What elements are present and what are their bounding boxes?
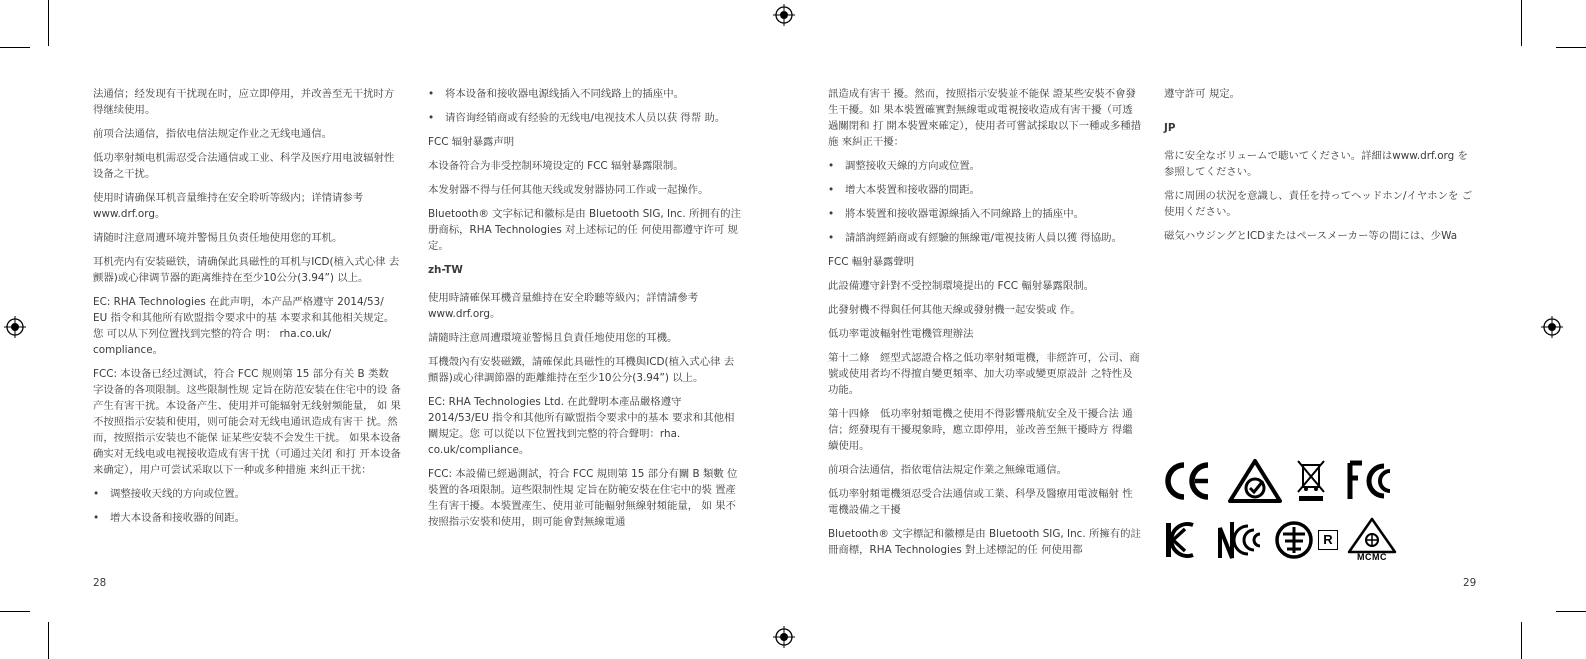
paragraph: 遵守許可 規定。 xyxy=(1164,88,1241,100)
crop-mark xyxy=(1521,622,1522,659)
anatel-mark-icon xyxy=(1214,518,1264,562)
bullet-list xyxy=(828,158,1142,246)
crop-mark xyxy=(1556,611,1586,612)
paragraph: 常に周囲の状況を意識し、責任を持ってヘッドホン/イヤホンを ご使用ください。 xyxy=(1164,190,1473,218)
paragraph: 请随时注意周遭环境并警惕且负责任地使用您的耳机。 xyxy=(93,232,343,244)
rcm-mark-icon xyxy=(1227,458,1283,504)
paragraph: 第十四條 低功率射頻電機之使用不得影響飛航安全及干擾合法 通信；經發現有干擾現象時，應立即停用，並改善至無干擾時方 得繼續使用。 xyxy=(828,408,1133,452)
paragraph: 耳机壳内有安装磁铁，请确保此具磁性的耳机与ICD(植入式心律 去颤器)或心律调节器的距离维持在至少10公分(3.94”) 以上。 xyxy=(93,256,400,284)
paragraph: 前項合法通信，指依電信法規定作業之無線電通信。 xyxy=(828,464,1067,476)
paragraph: 本设备符合为非受控制环境设定的 FCC 辐射暴露限制。 xyxy=(428,160,684,172)
list-item: • 将本设备和接收器电源线插入不同线路上的插座中。 xyxy=(428,86,742,102)
paragraph: 此發射機不得與任何其他天線或發射機一起安裝或 作。 xyxy=(828,304,1081,316)
left-page-column-2 xyxy=(428,86,742,538)
paragraph: 請隨時注意周遭環境並警惕且負責任地使用您的耳機。 xyxy=(428,332,678,344)
page-number: 29 xyxy=(1463,577,1477,589)
paragraph: 磁気ハウジングとICDまたはペースメーカー等の間には、少Wa xyxy=(1164,230,1458,242)
paragraph: 訊造成有害干 擾。然而，按照指示安裝並不能保 證某些安裝不會發生干擾。如 果本裝置確實對無線電或電視接收造成有害干擾（可透過關閉和 打 開本裝置來確定），使用者可嘗試採取以下一種或多種措施 來糾正干擾： xyxy=(828,88,1142,148)
crop-mark xyxy=(48,622,49,659)
weee-bin-icon xyxy=(1296,459,1326,503)
paragraph: 法通信；经发现有干扰现在时，应立即停用，并改善至无干扰时方得继续使用。 xyxy=(93,88,395,116)
paragraph: FCC: 本设备已经过测试，符合 FCC 规则第 15 部分有关 B 类数 字设备的各项限制。这些限制性规 定旨在防范安装在住宅中的设 备产生有害干扰。本设备产生、使用并可能辐射无线射频能量， 如 果不按照指示安装和使用，则可能会对无线电通讯造成有害干 扰。然而，按照指示安装也不能保 证某些安装不会发生干扰。 如果本设备确实对无线电或电视接收造成有害干扰（可通过关闭 和打 开本设备来确定），用户可尝试采取以下一种或多种措施 来纠正干扰： xyxy=(93,368,401,476)
paragraph: FCC 輻射暴露聲明 xyxy=(828,256,915,268)
kc-mark-icon xyxy=(1163,519,1197,561)
paragraph: 低功率電波輻射性電機管理辦法 xyxy=(828,328,974,340)
paragraph: Bluetooth® 文字標記和徽標是由 Bluetooth SIG, Inc. 所擁有的註 冊商標，RHA Technologies 對上述標記的任 何使用都 xyxy=(828,528,1141,556)
mcmc-mark-icon xyxy=(1346,516,1398,554)
crop-mark xyxy=(0,47,30,48)
left-page-column-1 xyxy=(93,86,401,534)
right-page-column-2 xyxy=(1164,86,1476,252)
page-number: 28 xyxy=(93,577,107,589)
registration-mark-icon xyxy=(773,626,795,648)
paragraph: 低功率射頻電機須忍受合法通信或工業、科學及醫療用電波輻射 性電機設備之干擾 xyxy=(828,488,1133,516)
telec-mark-icon xyxy=(1274,519,1314,561)
list-item: • 调整接收天线的方向或位置。 xyxy=(93,486,401,502)
paragraph: FCC 辐射暴露声明 xyxy=(428,136,515,148)
paragraph: 此設備遵守針對不受控制環境提出的 FCC 輻射暴露限制。 xyxy=(828,280,1095,292)
paragraph: 耳機殼內有安裝磁鐵，請確保此具磁性的耳機與ICD(植入式心律 去顫器)或心律調節器的距離維持在至少10公分(3.94”) 以上。 xyxy=(428,356,735,384)
paragraph: FCC: 本設備已經過測試，符合 FCC 規則第 15 部分有關 B 類數 位裝置的各項限制。這些限制性規 定旨在防範安裝在住宅中的裝 置產生有害干擾。本裝置產生、使用並可能輻射無線射頻能量， 如 果不按照指示安裝和使用，則可能會對無線電通 xyxy=(428,468,738,528)
fcc-mark-icon xyxy=(1346,460,1398,502)
section-heading: zh-TW xyxy=(428,264,463,276)
crop-mark xyxy=(48,0,49,46)
registration-mark-icon xyxy=(1541,316,1563,338)
ce-mark-icon xyxy=(1163,461,1213,501)
mcmc-label: MCMC xyxy=(1357,552,1387,562)
bullet-list xyxy=(428,86,742,126)
bullet-list xyxy=(93,486,401,526)
list-item: • 请咨询经销商或有经验的无线电/电视技术人员以获 得帮 助。 xyxy=(428,110,742,126)
paragraph: 前项合法通信，指依电信法规定作业之无线电通信。 xyxy=(93,128,332,140)
crop-mark xyxy=(1556,47,1586,48)
list-item: • 請諮詢經銷商或有經驗的無線電/電視技術人員以獲 得協助。 xyxy=(828,230,1142,246)
crop-mark xyxy=(1521,0,1522,46)
registration-mark-icon xyxy=(4,316,26,338)
section-heading: JP xyxy=(1164,122,1176,134)
paragraph: EC: RHA Technologies Ltd. 在此聲明本產品嚴格遵守 2014/53/EU 指令和其他所有歐盟指令要求中的基本 要求和其他相關規定。您 可以從以下位置找到完整的符合聲明：rha. co.uk/compliance。 xyxy=(428,396,735,456)
list-item: • 調整接收天線的方向或位置。 xyxy=(828,158,1142,174)
r-mark-box: R xyxy=(1318,530,1338,550)
registration-mark-icon xyxy=(773,4,795,26)
paragraph: 使用時請確保耳機音量維持在安全聆聽等級內；詳情請參考 www.drf.org。 xyxy=(428,292,699,320)
paragraph: 低功率射频电机需忍受合法通信或工业、科学及医疗用电波辐射性设备之干扰。 xyxy=(93,152,395,180)
crop-mark xyxy=(0,611,30,612)
list-item: • 將本裝置和接收器電源線插入不同線路上的插座中。 xyxy=(828,206,1142,222)
paragraph: EC: RHA Technologies 在此声明，本产品严格遵守 2014/53/ EU 指令和其他所有欧盟指令要求中的基 本要求和其他相关规定。您 可以从下列位置找到完整的符合 明： rha.co.uk/ compliance。 xyxy=(93,296,395,356)
paragraph: 第十二條 經型式認證合格之低功率射頻電機，非經許可，公司、商號或使用者均不得擅自變更頻率、加大功率或變更原設計 之特性及功能。 xyxy=(828,352,1140,396)
list-item: • 增大本裝置和接收器的間距。 xyxy=(828,182,1142,198)
paragraph: 常に安全なボリュームで聴いてください。詳細はwww.drf.org を 参照してください。 xyxy=(1164,150,1468,178)
paragraph: Bluetooth® 文字标记和徽标是由 Bluetooth SIG, Inc. 所拥有的注 册商标，RHA Technologies 对上述标记的任 何使用都遵守许可 规定。 xyxy=(428,208,741,252)
paragraph: 本发射器不得与任何其他天线或发射器协同工作或一起操作。 xyxy=(428,184,709,196)
right-page-column-1 xyxy=(828,86,1142,566)
paragraph: 使用时请确保耳机音量维持在安全聆听等级内；详情请参考 www.drf.org。 xyxy=(93,192,364,220)
list-item: • 增大本设备和接收器的间距。 xyxy=(93,510,401,526)
